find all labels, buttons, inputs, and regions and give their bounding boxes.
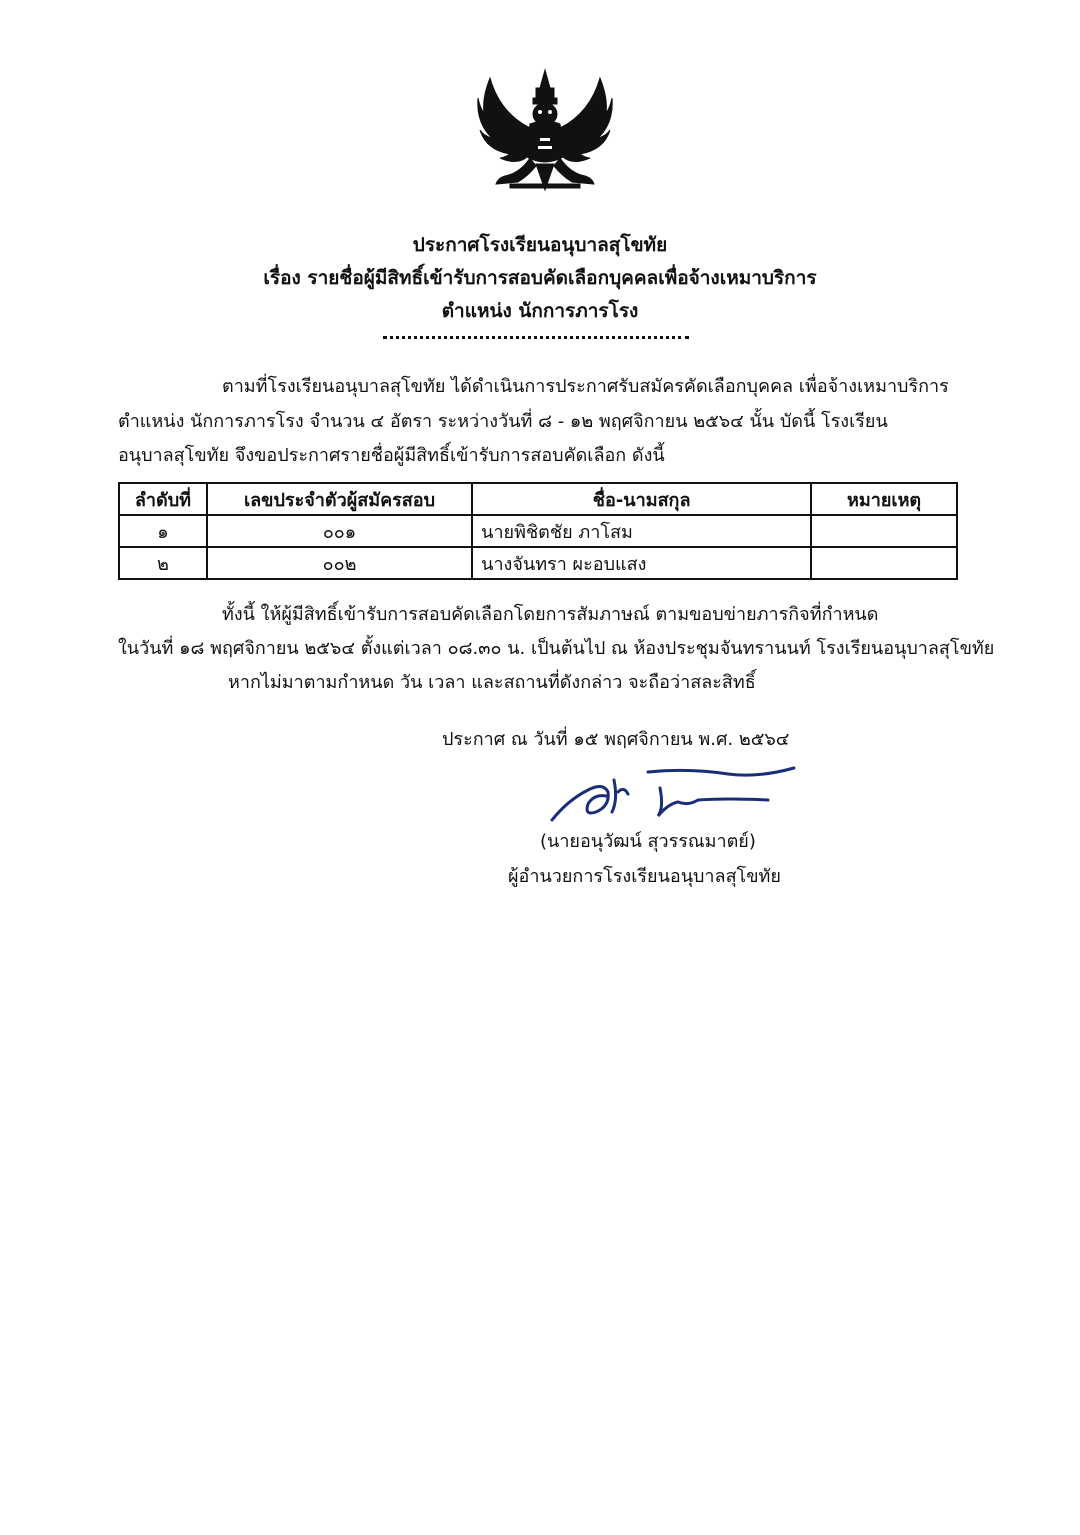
row-applicant-id: ๐๐๒	[207, 547, 472, 579]
closing-line-1: ทั้งนี้ ให้ผู้มีสิทธิ์เข้ารับการสอบคัดเลือกโดยการสัมภาษณ์ ตามขอบข่ายภารกิจที่กำหนด	[222, 604, 879, 625]
row-applicant-id: ๐๐๑	[207, 515, 472, 547]
header-order: ลำดับที่	[119, 483, 207, 515]
closing-line-3: หากไม่มาตามกำหนด วัน เวลา และสถานที่ดังกล่าว จะถือว่าสละสิทธิ์	[228, 672, 756, 693]
garuda-emblem-icon	[470, 58, 620, 203]
closing-line-2: ในวันที่ ๑๘ พฤศจิกายน ๒๕๖๔ ตั้งแต่เวลา ๐๘.๓๐ น. เป็นต้นไป ณ ห้องประชุมจันทรานนท์ โรงเรียนอนุบาลสุโขทัย	[118, 638, 995, 659]
signatory-name: (นายอนุวัฒน์ สุวรรณมาตย์)	[540, 831, 756, 852]
row-order: ๒	[119, 547, 207, 579]
header-remarks: หมายเหตุ	[811, 483, 957, 515]
announcement-title: ประกาศโรงเรียนอนุบาลสุโขทัย	[412, 234, 668, 256]
intro-line-1: ตามที่โรงเรียนอนุบาลสุโขทัย ได้ดำเนินการประกาศรับสมัครคัดเลือกบุคคล เพื่อจ้างเหมาบริการ	[222, 376, 949, 397]
row-full-name: นางจันทรา ผะอบแสง	[472, 547, 811, 579]
row-full-name: นายพิชิตชัย ภาโสม	[472, 515, 811, 547]
row-order: ๑	[119, 515, 207, 547]
row-remarks	[811, 547, 957, 579]
intro-line-2: ตำแหน่ง นักการภารโรง จำนวน ๔ อัตรา ระหว่างวันที่ ๘ - ๑๒ พฤศจิกายน ๒๕๖๔ นั้น บัดนี้ โรงเรียน	[118, 411, 888, 432]
header-full-name: ชื่อ-นามสกุล	[472, 483, 811, 515]
announcement-date: ประกาศ ณ วันที่ ๑๕ พฤศจิกายน พ.ศ. ๒๕๖๔	[442, 729, 790, 750]
signatory-title: ผู้อำนวยการโรงเรียนอนุบาลสุโขทัย	[508, 866, 781, 887]
dotted-divider	[383, 336, 689, 339]
intro-line-3: อนุบาลสุโขทัย จึงขอประกาศรายชื่อผู้มีสิทธิ์เข้ารับการสอบคัดเลือก ดังนี้	[118, 445, 665, 466]
header-applicant-id: เลขประจำตัวผู้สมัครสอบ	[207, 483, 472, 515]
table-header-row	[119, 483, 957, 515]
candidate-table	[118, 482, 958, 580]
table-row	[119, 515, 957, 547]
announcement-position: ตำแหน่ง นักการภารโรง	[441, 300, 639, 322]
row-remarks	[811, 515, 957, 547]
announcement-subject: เรื่อง รายชื่อผู้มีสิทธิ์เข้ารับการสอบคัดเลือกบุคคลเพื่อจ้างเหมาบริการ	[263, 267, 817, 289]
handwritten-signature	[548, 760, 798, 830]
table-row	[119, 547, 957, 579]
